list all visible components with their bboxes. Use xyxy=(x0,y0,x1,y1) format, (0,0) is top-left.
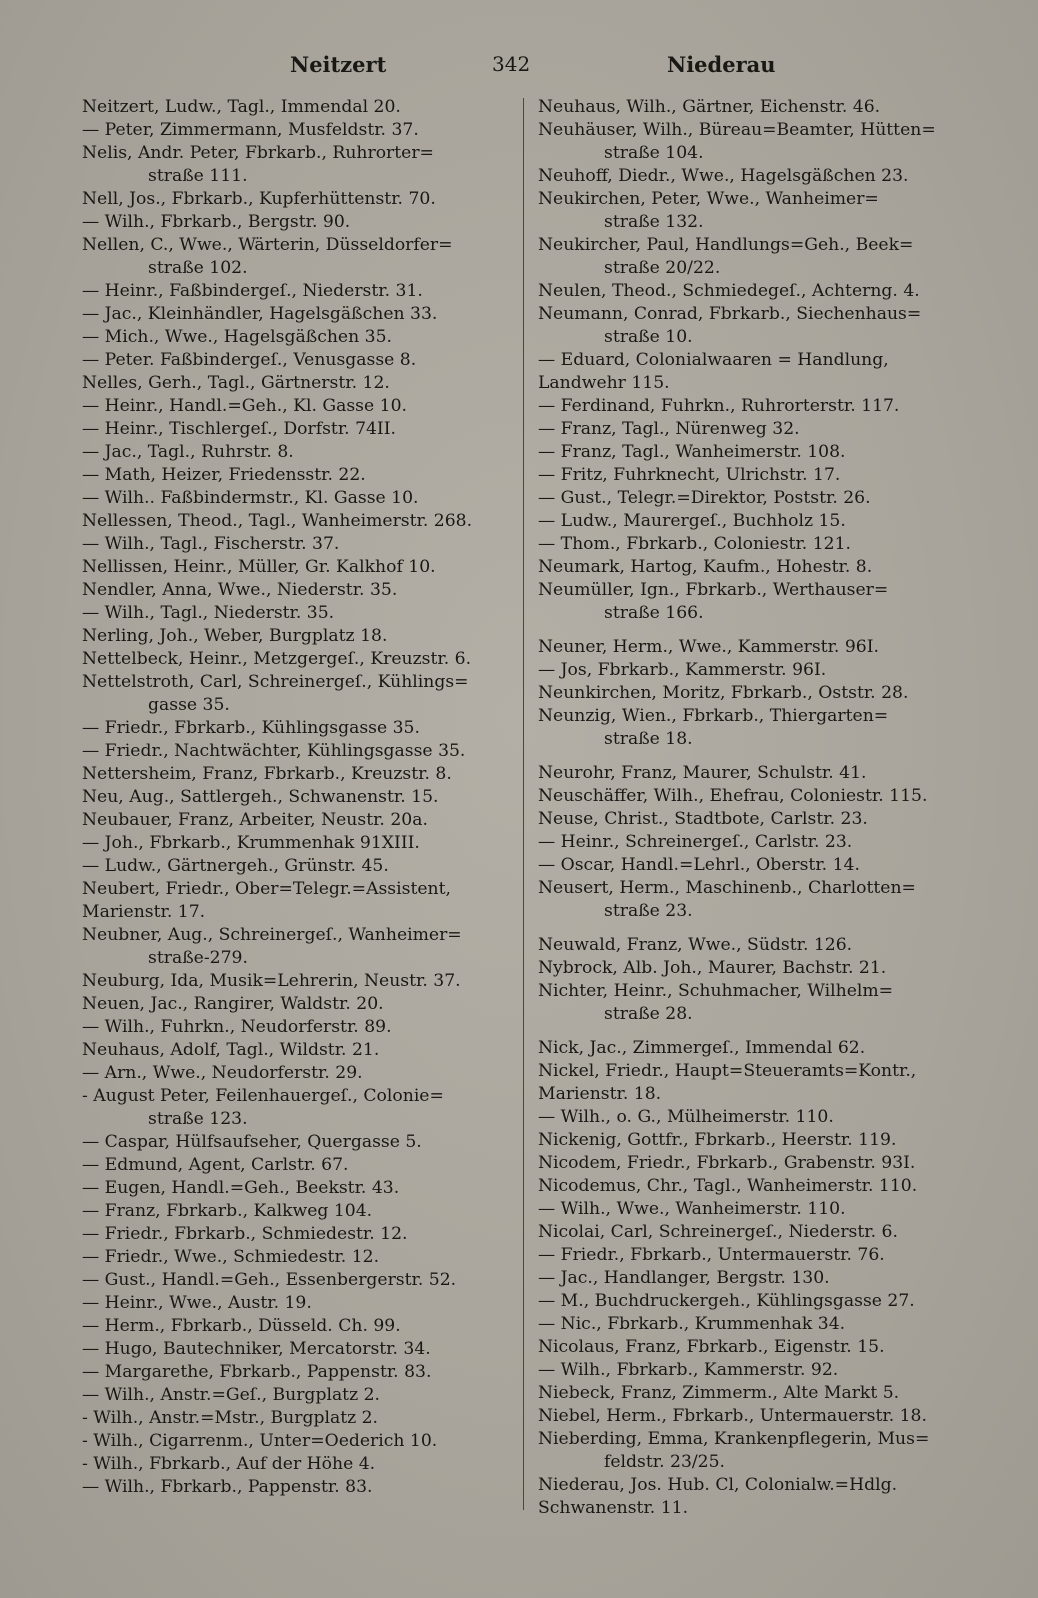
directory-entry-line: Nettersheim, Franz, Fbrkarb., Kreuzstr. 8. xyxy=(82,764,452,784)
directory-entry-line: — Friedr., Fbrkarb., Untermauerstr. 76. xyxy=(538,1245,885,1265)
directory-entry-line: Neubauer, Franz, Arbeiter, Neustr. 20a. xyxy=(82,810,428,830)
directory-entry-line: straße 166. xyxy=(604,603,704,623)
directory-entry-line: Nettelstroth, Carl, Schreinergeſ., Kühlings= xyxy=(82,672,469,692)
directory-entry-line: Nybrock, Alb. Joh., Maurer, Bachstr. 21. xyxy=(538,958,887,978)
directory-entry-line: — Wilh., Fbrkarb., Bergstr. 90. xyxy=(82,212,351,232)
directory-entry-line: Neuhäuser, Wilh., Büreau=Beamter, Hütten= xyxy=(538,120,936,140)
directory-entry-line: — Wilh., Wwe., Wanheimerstr. 110. xyxy=(538,1199,846,1219)
directory-entry-line: straße 20/22. xyxy=(604,258,721,278)
directory-entry-line: Neitzert, Ludw., Tagl., Immendal 20. xyxy=(82,97,401,117)
directory-entry-line: Nichter, Heinr., Schuhmacher, Wilhelm= xyxy=(538,981,894,1001)
directory-entry-line: — Friedr., Wwe., Schmiedestr. 12. xyxy=(82,1247,380,1267)
directory-entry-line: feldstr. 23/25. xyxy=(604,1452,726,1472)
directory-entry-line: — Heinr., Schreinergeſ., Carlstr. 23. xyxy=(538,832,853,852)
directory-entry-line: straße 104. xyxy=(604,143,704,163)
directory-entry-line: Marienstr. 18. xyxy=(538,1084,662,1104)
directory-entry-line: — Heinr., Tischlergeſ., Dorfstr. 74II. xyxy=(82,419,396,439)
directory-entry-line: — Gust., Telegr.=Direktor, Poststr. 26. xyxy=(538,488,871,508)
directory-entry-line: Neuburg, Ida, Musik=Lehrerin, Neustr. 37. xyxy=(82,971,461,991)
directory-entry-line: straße 18. xyxy=(604,729,693,749)
directory-entry-line: straße-279. xyxy=(148,948,248,968)
page-header xyxy=(82,46,962,82)
entry-spacer xyxy=(538,625,978,636)
directory-entry-line: Nellessen, Theod., Tagl., Wanheimerstr. 268. xyxy=(82,511,473,531)
directory-entry-line: — Friedr., Nachtwächter, Kühlingsgasse 35. xyxy=(82,741,466,761)
directory-entry-line: — Jac., Kleinhändler, Hagelsgäßchen 33. xyxy=(82,304,438,324)
directory-entry-line: straße 23. xyxy=(604,901,693,921)
directory-entry-line: Nicolai, Carl, Schreinergeſ., Niederstr. 6. xyxy=(538,1222,898,1242)
directory-entry-line: straße 10. xyxy=(604,327,693,347)
directory-entry-line: Neu, Aug., Sattlergeh., Schwanenstr. 15. xyxy=(82,787,439,807)
header-left-keyword: Neitzert xyxy=(290,52,387,77)
directory-entry-line: — Arn., Wwe., Neudorferstr. 29. xyxy=(82,1063,363,1083)
directory-entry-line: straße 28. xyxy=(604,1004,693,1024)
directory-entry-line: Nicodemus, Chr., Tagl., Wanheimerstr. 110. xyxy=(538,1176,918,1196)
directory-entry-line: — Gust., Handl.=Geh., Essenbergerstr. 52. xyxy=(82,1270,457,1290)
directory-entry-line: Neuhoff, Diedr., Wwe., Hagelsgäßchen 23. xyxy=(538,166,909,186)
directory-entry-line: Nick, Jac., Zimmergeſ., Immendal 62. xyxy=(538,1038,866,1058)
directory-entry-line: — Hugo, Bautechniker, Mercatorstr. 34. xyxy=(82,1339,431,1359)
directory-entry-line: — Eduard, Colonialwaaren = Handlung, xyxy=(538,350,889,370)
header-right-keyword: Niederau xyxy=(667,52,776,77)
directory-entry-line: Neurohr, Franz, Maurer, Schulstr. 41. xyxy=(538,763,867,783)
directory-entry-line: Niederau, Jos. Hub. Cl, Colonialw.=Hdlg. xyxy=(538,1475,898,1495)
directory-entry-line: — Ludw., Maurergeſ., Buchholz 15. xyxy=(538,511,846,531)
directory-entry-line: — Thom., Fbrkarb., Coloniestr. 121. xyxy=(538,534,851,554)
directory-entry-line: Schwanenstr. 11. xyxy=(538,1498,689,1518)
directory-entry-line: — Margarethe, Fbrkarb., Pappenstr. 83. xyxy=(82,1362,432,1382)
directory-entry-line: Neumüller, Ign., Fbrkarb., Werthauser= xyxy=(538,580,889,600)
directory-entry-line: — Wilh., Anstr.=Geſ., Burgplatz 2. xyxy=(82,1385,381,1405)
directory-entry-line: — Peter, Zimmermann, Musfeldstr. 37. xyxy=(82,120,419,140)
directory-entry-line: Neumark, Hartog, Kaufm., Hohestr. 8. xyxy=(538,557,873,577)
directory-entry-line: — M., Buchdruckergeh., Kühlingsgasse 27. xyxy=(538,1291,915,1311)
directory-entry-line: Neunkirchen, Moritz, Fbrkarb., Oststr. 28. xyxy=(538,683,909,703)
directory-entry-line: Nieberding, Emma, Krankenpflegerin, Mus= xyxy=(538,1429,930,1449)
directory-entry-line: Neulen, Theod., Schmiedegeſ., Achterng. 4. xyxy=(538,281,920,301)
directory-entry-line: — Wilh., Fbrkarb., Pappenstr. 83. xyxy=(82,1477,373,1497)
directory-entry-line: Neumann, Conrad, Fbrkarb., Siechenhaus= xyxy=(538,304,922,324)
directory-entry-line: — Wilh., Tagl., Fischerstr. 37. xyxy=(82,534,340,554)
directory-entry-line: Neuhaus, Adolf, Tagl., Wildstr. 21. xyxy=(82,1040,380,1060)
directory-entry-line: Nickenig, Gottfr., Fbrkarb., Heerstr. 119. xyxy=(538,1130,897,1150)
directory-entry-line: — Wilh., Fbrkarb., Kammerstr. 92. xyxy=(538,1360,839,1380)
directory-entry-line: Neuen, Jac., Rangirer, Waldstr. 20. xyxy=(82,994,384,1014)
directory-entry-line: Marienstr. 17. xyxy=(82,902,206,922)
directory-entry-line: — Friedr., Fbrkarb., Schmiedestr. 12. xyxy=(82,1224,408,1244)
directory-entry-line: — Wilh., Fuhrkn., Neudorferstr. 89. xyxy=(82,1017,392,1037)
directory-entry-line: — Franz, Tagl., Nürenweg 32. xyxy=(538,419,800,439)
entry-spacer xyxy=(538,751,978,762)
directory-entry-line: — Edmund, Agent, Carlstr. 67. xyxy=(82,1155,349,1175)
directory-entry-line: gasse 35. xyxy=(148,695,230,715)
directory-entry-line: Nicodem, Friedr., Fbrkarb., Grabenstr. 93I. xyxy=(538,1153,916,1173)
directory-entry-line: — Heinr., Wwe., Austr. 19. xyxy=(82,1293,312,1313)
page-number: 342 xyxy=(492,52,531,76)
entry-spacer xyxy=(538,1026,978,1037)
directory-entry-line: straße 102. xyxy=(148,258,248,278)
left-column xyxy=(82,96,514,1499)
directory-entry-line: — Joh., Fbrkarb., Krummenhak 91XIII. xyxy=(82,833,420,853)
directory-entry-line: — Nic., Fbrkarb., Krummenhak 34. xyxy=(538,1314,846,1334)
directory-entry-line: Neuse, Christ., Stadtbote, Carlstr. 23. xyxy=(538,809,868,829)
directory-entry-line: — Math, Heizer, Friedensstr. 22. xyxy=(82,465,366,485)
directory-entry-line: — Jac., Handlanger, Bergstr. 130. xyxy=(538,1268,830,1288)
directory-entry-line: — Franz, Tagl., Wanheimerstr. 108. xyxy=(538,442,846,462)
directory-entry-line: Nettelbeck, Heinr., Metzgergeſ., Kreuzstr. 6. xyxy=(82,649,472,669)
directory-entry-line: straße 111. xyxy=(148,166,248,186)
directory-entry-line: — Heinr., Faßbindergeſ., Niederstr. 31. xyxy=(82,281,423,301)
directory-entry-line: — Friedr., Fbrkarb., Kühlingsgasse 35. xyxy=(82,718,420,738)
directory-entry-line: Neuner, Herm., Wwe., Kammerstr. 96I. xyxy=(538,637,879,657)
directory-entry-line: - Wilh., Fbrkarb., Auf der Höhe 4. xyxy=(82,1454,376,1474)
directory-entry-line: — Jos, Fbrkarb., Kammerstr. 96I. xyxy=(538,660,827,680)
directory-entry-line: straße 123. xyxy=(148,1109,248,1129)
directory-entry-line: — Herm., Fbrkarb., Düsseld. Ch. 99. xyxy=(82,1316,401,1336)
directory-entry-line: — Eugen, Handl.=Geh., Beekstr. 43. xyxy=(82,1178,400,1198)
directory-entry-line: Neusert, Herm., Maschinenb., Charlotten= xyxy=(538,878,916,898)
directory-entry-line: Niebel, Herm., Fbrkarb., Untermauerstr. 18. xyxy=(538,1406,927,1426)
directory-entry-line: Neunzig, Wien., Fbrkarb., Thiergarten= xyxy=(538,706,889,726)
directory-entry-line: Neukircher, Paul, Handlungs=Geh., Beek= xyxy=(538,235,914,255)
directory-entry-line: Neuhaus, Wilh., Gärtner, Eichenstr. 46. xyxy=(538,97,881,117)
directory-entry-line: Neukirchen, Peter, Wwe., Wanheimer= xyxy=(538,189,879,209)
directory-entry-line: - August Peter, Feilenhauergeſ., Colonie= xyxy=(82,1086,444,1106)
directory-entry-line: Nerling, Joh., Weber, Burgplatz 18. xyxy=(82,626,388,646)
right-column xyxy=(538,96,978,1520)
directory-entry-line: — Caspar, Hülfsaufseher, Quergasse 5. xyxy=(82,1132,422,1152)
directory-entry-line: straße 132. xyxy=(604,212,704,232)
directory-entry-line: Nellissen, Heinr., Müller, Gr. Kalkhof 10. xyxy=(82,557,436,577)
directory-entry-line: — Jac., Tagl., Ruhrstr. 8. xyxy=(82,442,294,462)
directory-entry-line: — Mich., Wwe., Hagelsgäßchen 35. xyxy=(82,327,392,347)
directory-entry-line: — Fritz, Fuhrknecht, Ulrichstr. 17. xyxy=(538,465,841,485)
directory-entry-line: — Peter. Faßbindergeſ., Venusgasse 8. xyxy=(82,350,417,370)
directory-entry-line: Nell, Jos., Fbrkarb., Kupferhüttenstr. 70. xyxy=(82,189,436,209)
column-divider xyxy=(523,98,524,1510)
directory-entry-line: — Ludw., Gärtnergeh., Grünstr. 45. xyxy=(82,856,389,876)
directory-entry-line: Neuwald, Franz, Wwe., Südstr. 126. xyxy=(538,935,853,955)
entry-spacer xyxy=(538,923,978,934)
directory-entry-line: Nelis, Andr. Peter, Fbrkarb., Ruhrorter= xyxy=(82,143,434,163)
directory-entry-line: — Oscar, Handl.=Lehrl., Oberstr. 14. xyxy=(538,855,860,875)
directory-entry-line: — Wilh., o. G., Mülheimerstr. 110. xyxy=(538,1107,834,1127)
directory-entry-line: Nicolaus, Franz, Fbrkarb., Eigenstr. 15. xyxy=(538,1337,885,1357)
directory-entry-line: — Heinr., Handl.=Geh., Kl. Gasse 10. xyxy=(82,396,407,416)
directory-entry-line: - Wilh., Cigarrenm., Unter=Oederich 10. xyxy=(82,1431,438,1451)
directory-entry-line: Nelles, Gerh., Tagl., Gärtnerstr. 12. xyxy=(82,373,390,393)
directory-entry-line: Neuschäffer, Wilh., Ehefrau, Coloniestr. 115. xyxy=(538,786,928,806)
directory-entry-line: — Wilh.. Faßbindermstr., Kl. Gasse 10. xyxy=(82,488,419,508)
directory-entry-line: Neubner, Aug., Schreinergeſ., Wanheimer= xyxy=(82,925,462,945)
directory-entry-line: — Wilh., Tagl., Niederstr. 35. xyxy=(82,603,335,623)
directory-entry-line: Landwehr 115. xyxy=(538,373,670,393)
directory-entry-line: - Wilh., Anstr.=Mstr., Burgplatz 2. xyxy=(82,1408,379,1428)
directory-entry-line: Nickel, Friedr., Haupt=Steueramts=Kontr., xyxy=(538,1061,917,1081)
directory-entry-line: — Ferdinand, Fuhrkn., Ruhrorterstr. 117. xyxy=(538,396,900,416)
directory-entry-line: Nellen, C., Wwe., Wärterin, Düsseldorfer= xyxy=(82,235,453,255)
directory-entry-line: Nendler, Anna, Wwe., Niederstr. 35. xyxy=(82,580,398,600)
directory-entry-line: Niebeck, Franz, Zimmerm., Alte Markt 5. xyxy=(538,1383,900,1403)
directory-entry-line: — Franz, Fbrkarb., Kalkweg 104. xyxy=(82,1201,373,1221)
directory-entry-line: Neubert, Friedr., Ober=Telegr.=Assistent, xyxy=(82,879,451,899)
